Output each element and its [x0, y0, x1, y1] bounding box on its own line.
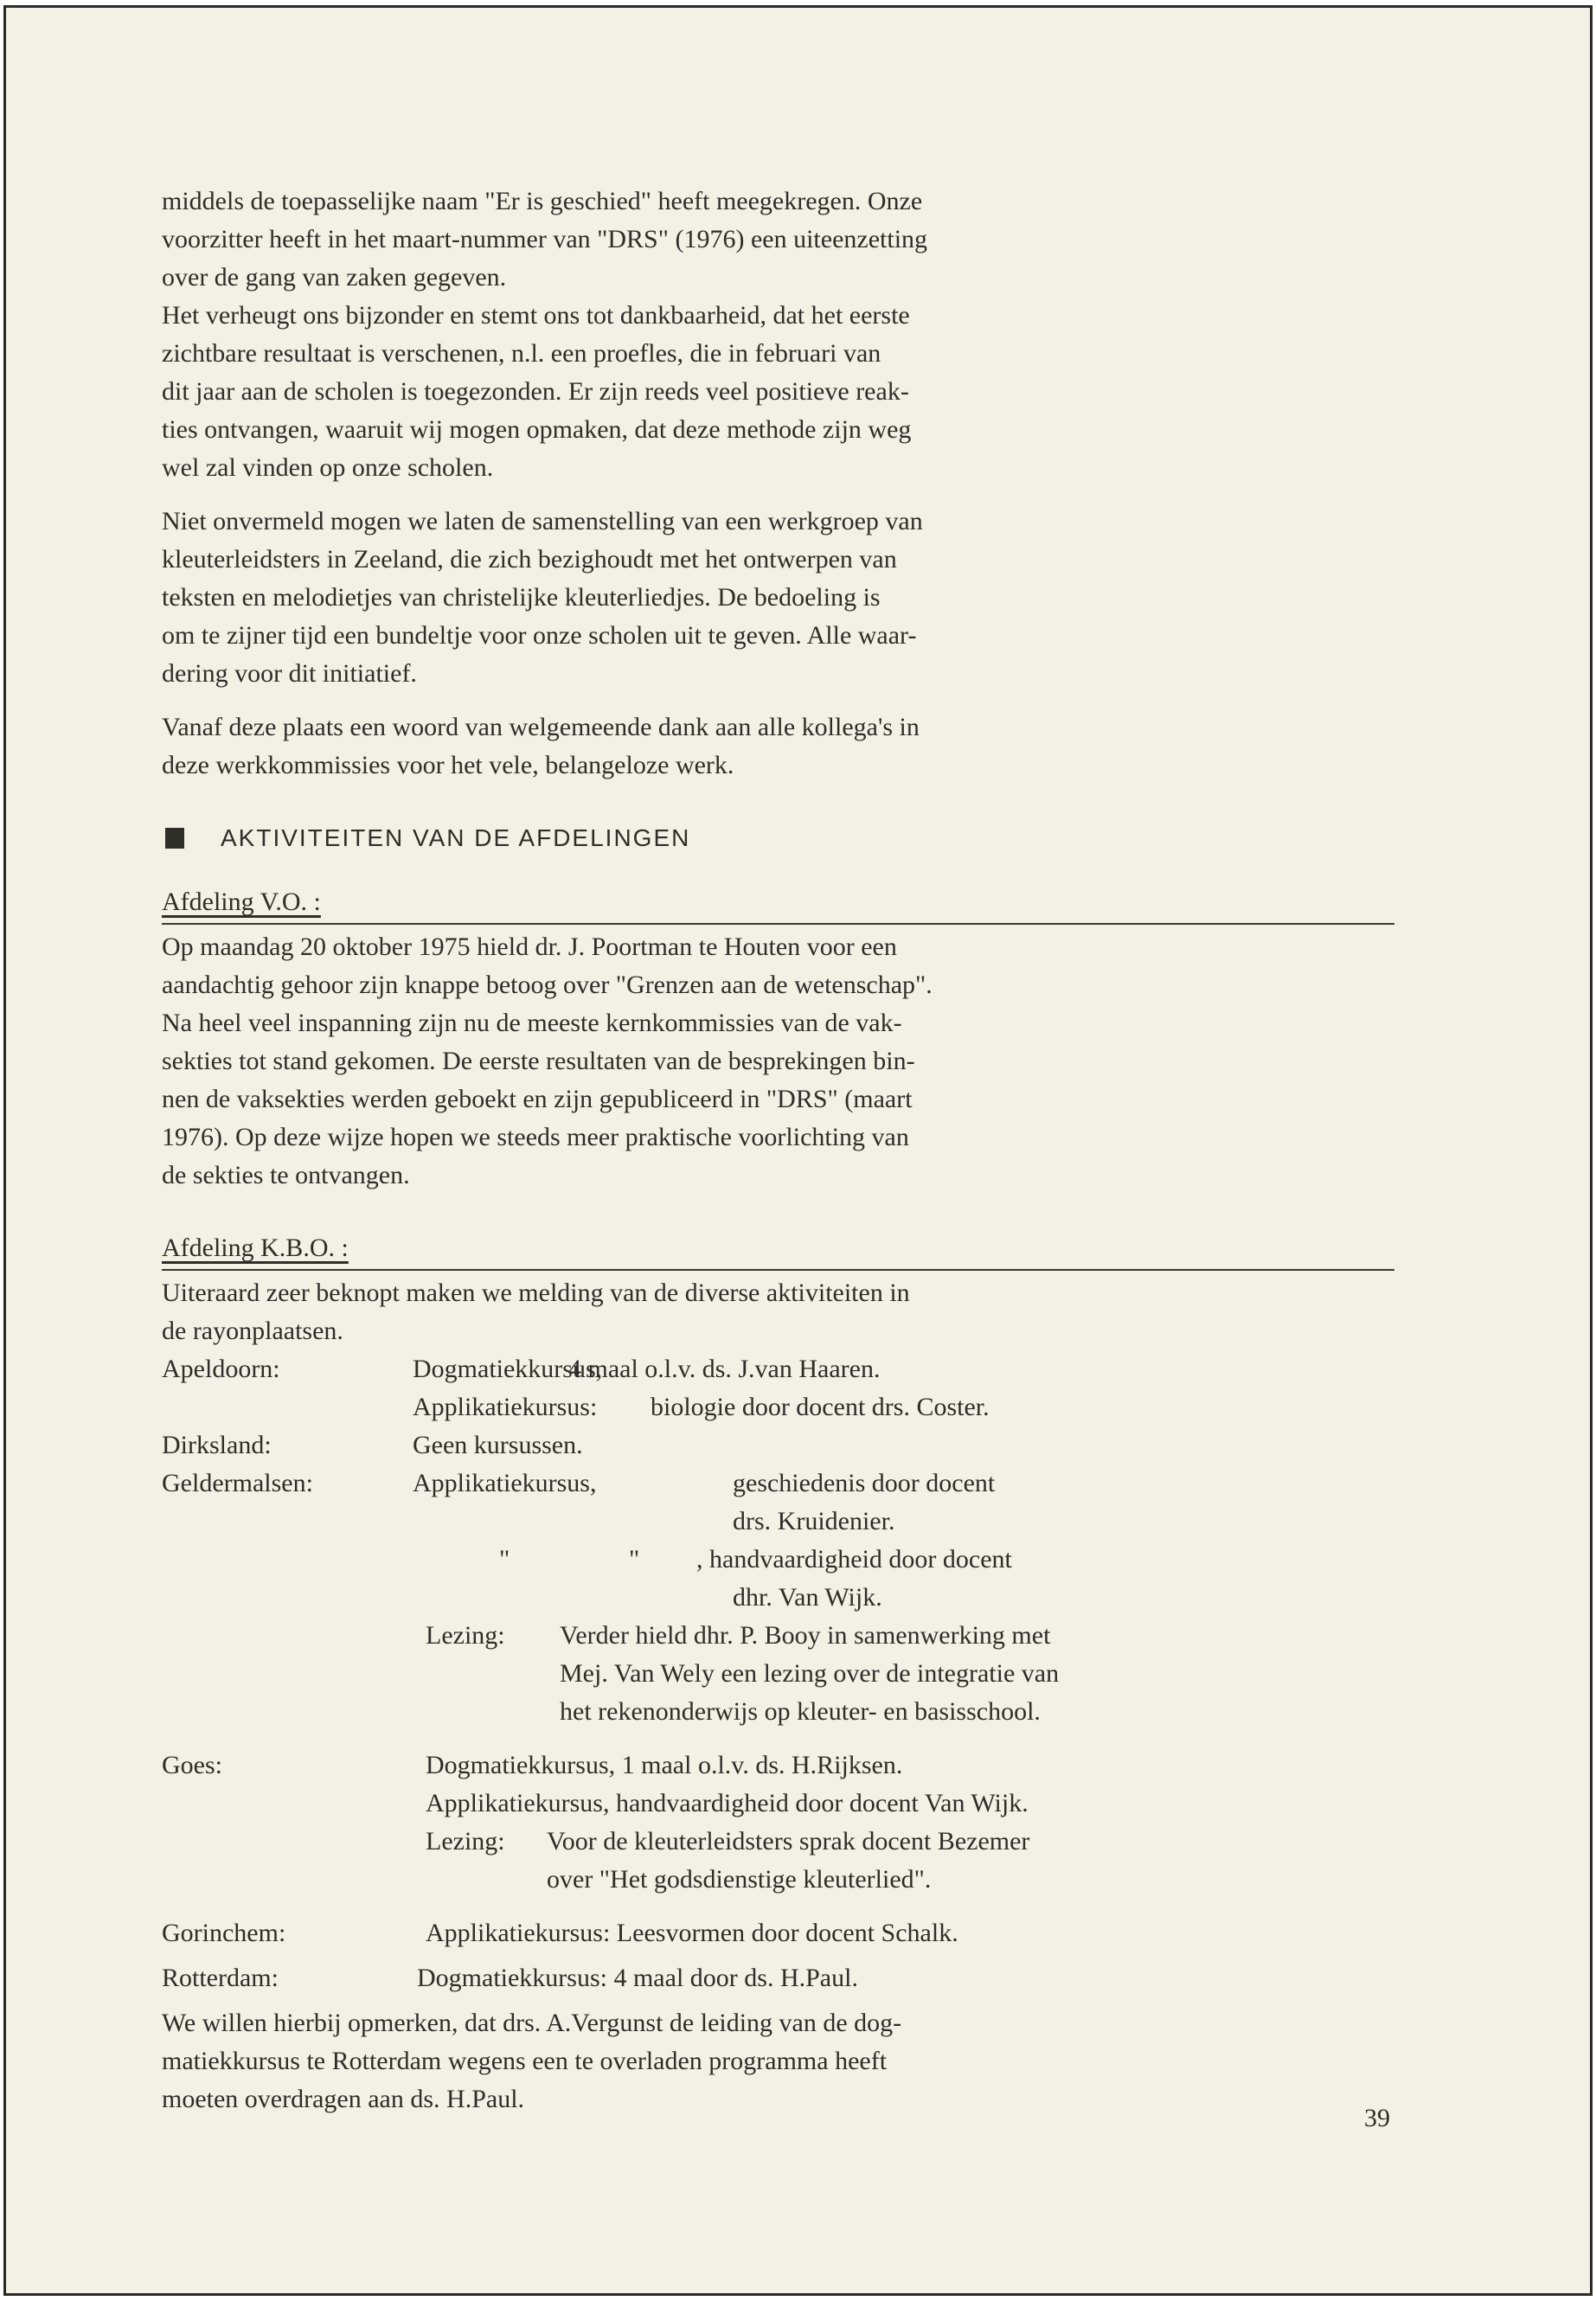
place-label: Gorinchem:: [162, 1919, 286, 1947]
lecture-label: Lezing:: [426, 1621, 505, 1650]
intro-line: Niet onvermeld mogen we laten de samenstelling van een werkgroep van: [162, 507, 923, 535]
section-heading: [162, 819, 1394, 857]
intro-line: dit jaar aan de scholen is toegezonden. Er zijn reeds veel positieve reak-: [162, 377, 909, 406]
lecture-text: over "Het godsdienstige kleuterlied".: [547, 1865, 932, 1894]
kbo-intro-line: de rayonplaatsen.: [162, 1317, 343, 1345]
geldermalsen-row: [162, 1655, 1394, 1693]
ditto-mark: ": [499, 1545, 510, 1574]
goes-row: [162, 1785, 1394, 1823]
geldermalsen-row: [162, 1617, 1394, 1655]
course-detail: Dogmatiekkursus, 1 maal o.l.v. ds. H.Rijksen.: [426, 1751, 903, 1779]
geldermalsen-row: [162, 1693, 1394, 1731]
vo-line: Op maandag 20 oktober 1975 hield dr. J. Poortman te Houten voor een: [162, 933, 897, 961]
closing-line: matiekkursus te Rotterdam wegens een te overladen programma heeft: [162, 2047, 888, 2075]
apeldoorn-row: [162, 1350, 1394, 1388]
intro-line: teksten en melodietjes van christelijke kleuterliedjes. De bedoeling is: [162, 583, 881, 612]
course-detail: Applikatiekursus: Leesvormen door docent Schalk.: [426, 1919, 958, 1947]
goes-row: [162, 1823, 1394, 1861]
course-detail: Dogmatiekkursus: 4 maal door ds. H.Paul.: [417, 1964, 858, 1992]
place-label: Apeldoorn:: [162, 1355, 280, 1383]
course-detail: Geen kursussen.: [413, 1431, 583, 1459]
intro-line: voorzitter heeft in het maart-nummer van "DRS" (1976) een uiteenzetting: [162, 225, 928, 253]
place-label: Geldermalsen:: [162, 1469, 313, 1497]
ditto-mark: ": [629, 1545, 640, 1574]
square-bullet-icon: [165, 828, 184, 849]
gorinchem-row: [162, 1914, 1394, 1952]
page-content: [162, 183, 1394, 2118]
intro-line: dering voor dit initiatief.: [162, 659, 417, 688]
rotterdam-row: [162, 1959, 1394, 1997]
vo-line: Na heel veel inspanning zijn nu de meeste kernkommissies van de vak-: [162, 1009, 902, 1037]
intro-line: zichtbare resultaat is verschenen, n.l. een proefles, die in februari van: [162, 339, 881, 368]
intro-line: Vanaf deze plaats een woord van welgemeende dank aan alle kollega's in: [162, 713, 920, 741]
vo-line: aandachtig gehoor zijn knappe betoog over "Grenzen aan de wetenschap".: [162, 971, 933, 999]
intro-line: kleuterleidsters in Zeeland, die zich bezighoudt met het ontwerpen van: [162, 545, 897, 574]
geldermalsen-row: [162, 1541, 1394, 1579]
page-number: 39: [1364, 2104, 1390, 2132]
dirksland-row: [162, 1426, 1394, 1465]
course-name: Applikatiekursus:: [413, 1393, 598, 1421]
intro-line: ties ontvangen, waaruit wij mogen opmaken, dat deze methode zijn weg: [162, 415, 912, 444]
lecture-text: Mej. Van Wely een lezing over de integratie van: [560, 1659, 1060, 1688]
course-detail: 4 maal o.l.v. ds. J.van Haaren.: [568, 1355, 881, 1383]
vo-line: 1976). Op deze wijze hopen we steeds meer praktische voorlichting van: [162, 1123, 909, 1151]
course-detail: , handvaardigheid door docent: [696, 1545, 1012, 1574]
course-name: Dogmatiekkursus,: [413, 1355, 603, 1383]
lecture-text: Verder hield dhr. P. Booy in samenwerking met: [560, 1621, 1051, 1650]
course-detail: geschiedenis door docent: [733, 1469, 996, 1497]
intro-line: wel zal vinden op onze scholen.: [162, 453, 494, 482]
geldermalsen-row: [162, 1579, 1394, 1617]
apeldoorn-row: [162, 1388, 1394, 1426]
divider: [162, 1269, 1394, 1271]
document-page: [3, 5, 1593, 2296]
course-detail: Applikatiekursus, handvaardigheid door docent Van Wijk.: [426, 1789, 1029, 1817]
geldermalsen-row: [162, 1465, 1394, 1503]
intro-line: over de gang van zaken gegeven.: [162, 263, 507, 292]
goes-row: [162, 1747, 1394, 1785]
geldermalsen-row: [162, 1503, 1394, 1541]
course-detail: biologie door docent drs. Coster.: [651, 1393, 990, 1421]
course-detail: dhr. Van Wijk.: [733, 1583, 882, 1612]
intro-line: deze werkkommissies voor het vele, belangeloze werk.: [162, 751, 734, 779]
closing-line: moeten overdragen aan ds. H.Paul.: [162, 2085, 525, 2113]
lecture-text: Voor de kleuterleidsters sprak docent Bezemer: [547, 1827, 1030, 1856]
vo-line: nen de vaksekties werden geboekt en zijn gepubliceerd in "DRS" (maart: [162, 1085, 913, 1113]
lecture-text: het rekenonderwijs op kleuter- en basisschool.: [560, 1697, 1041, 1726]
closing-line: We willen hierbij opmerken, dat drs. A.Vergunst de leiding van de dog-: [162, 2009, 902, 2037]
divider: [162, 923, 1394, 925]
kbo-heading: Afdeling K.B.O. :: [162, 1234, 349, 1262]
section-heading-text: AKTIVITEITEN VAN DE AFDELINGEN: [221, 824, 691, 851]
vo-heading: Afdeling V.O. :: [162, 888, 321, 916]
place-label: Rotterdam:: [162, 1964, 279, 1992]
vo-line: de sekties te ontvangen.: [162, 1161, 410, 1189]
intro-line: middels de toepasselijke naam "Er is geschied" heeft meegekregen. Onze: [162, 187, 923, 215]
lecture-label: Lezing:: [426, 1827, 505, 1856]
course-name: Applikatiekursus,: [413, 1469, 597, 1497]
goes-row: [162, 1861, 1394, 1899]
kbo-intro-line: Uiteraard zeer beknopt maken we melding van de diverse aktiviteiten in: [162, 1279, 910, 1307]
course-detail: drs. Kruidenier.: [733, 1507, 895, 1535]
place-label: Dirksland:: [162, 1431, 272, 1459]
place-label: Goes:: [162, 1751, 222, 1779]
vo-line: sekties tot stand gekomen. De eerste resultaten van de besprekingen bin-: [162, 1047, 915, 1075]
intro-line: Het verheugt ons bijzonder en stemt ons tot dankbaarheid, dat het eerste: [162, 301, 910, 330]
intro-line: om te zijner tijd een bundeltje voor onze scholen uit te geven. Alle waar-: [162, 621, 917, 650]
